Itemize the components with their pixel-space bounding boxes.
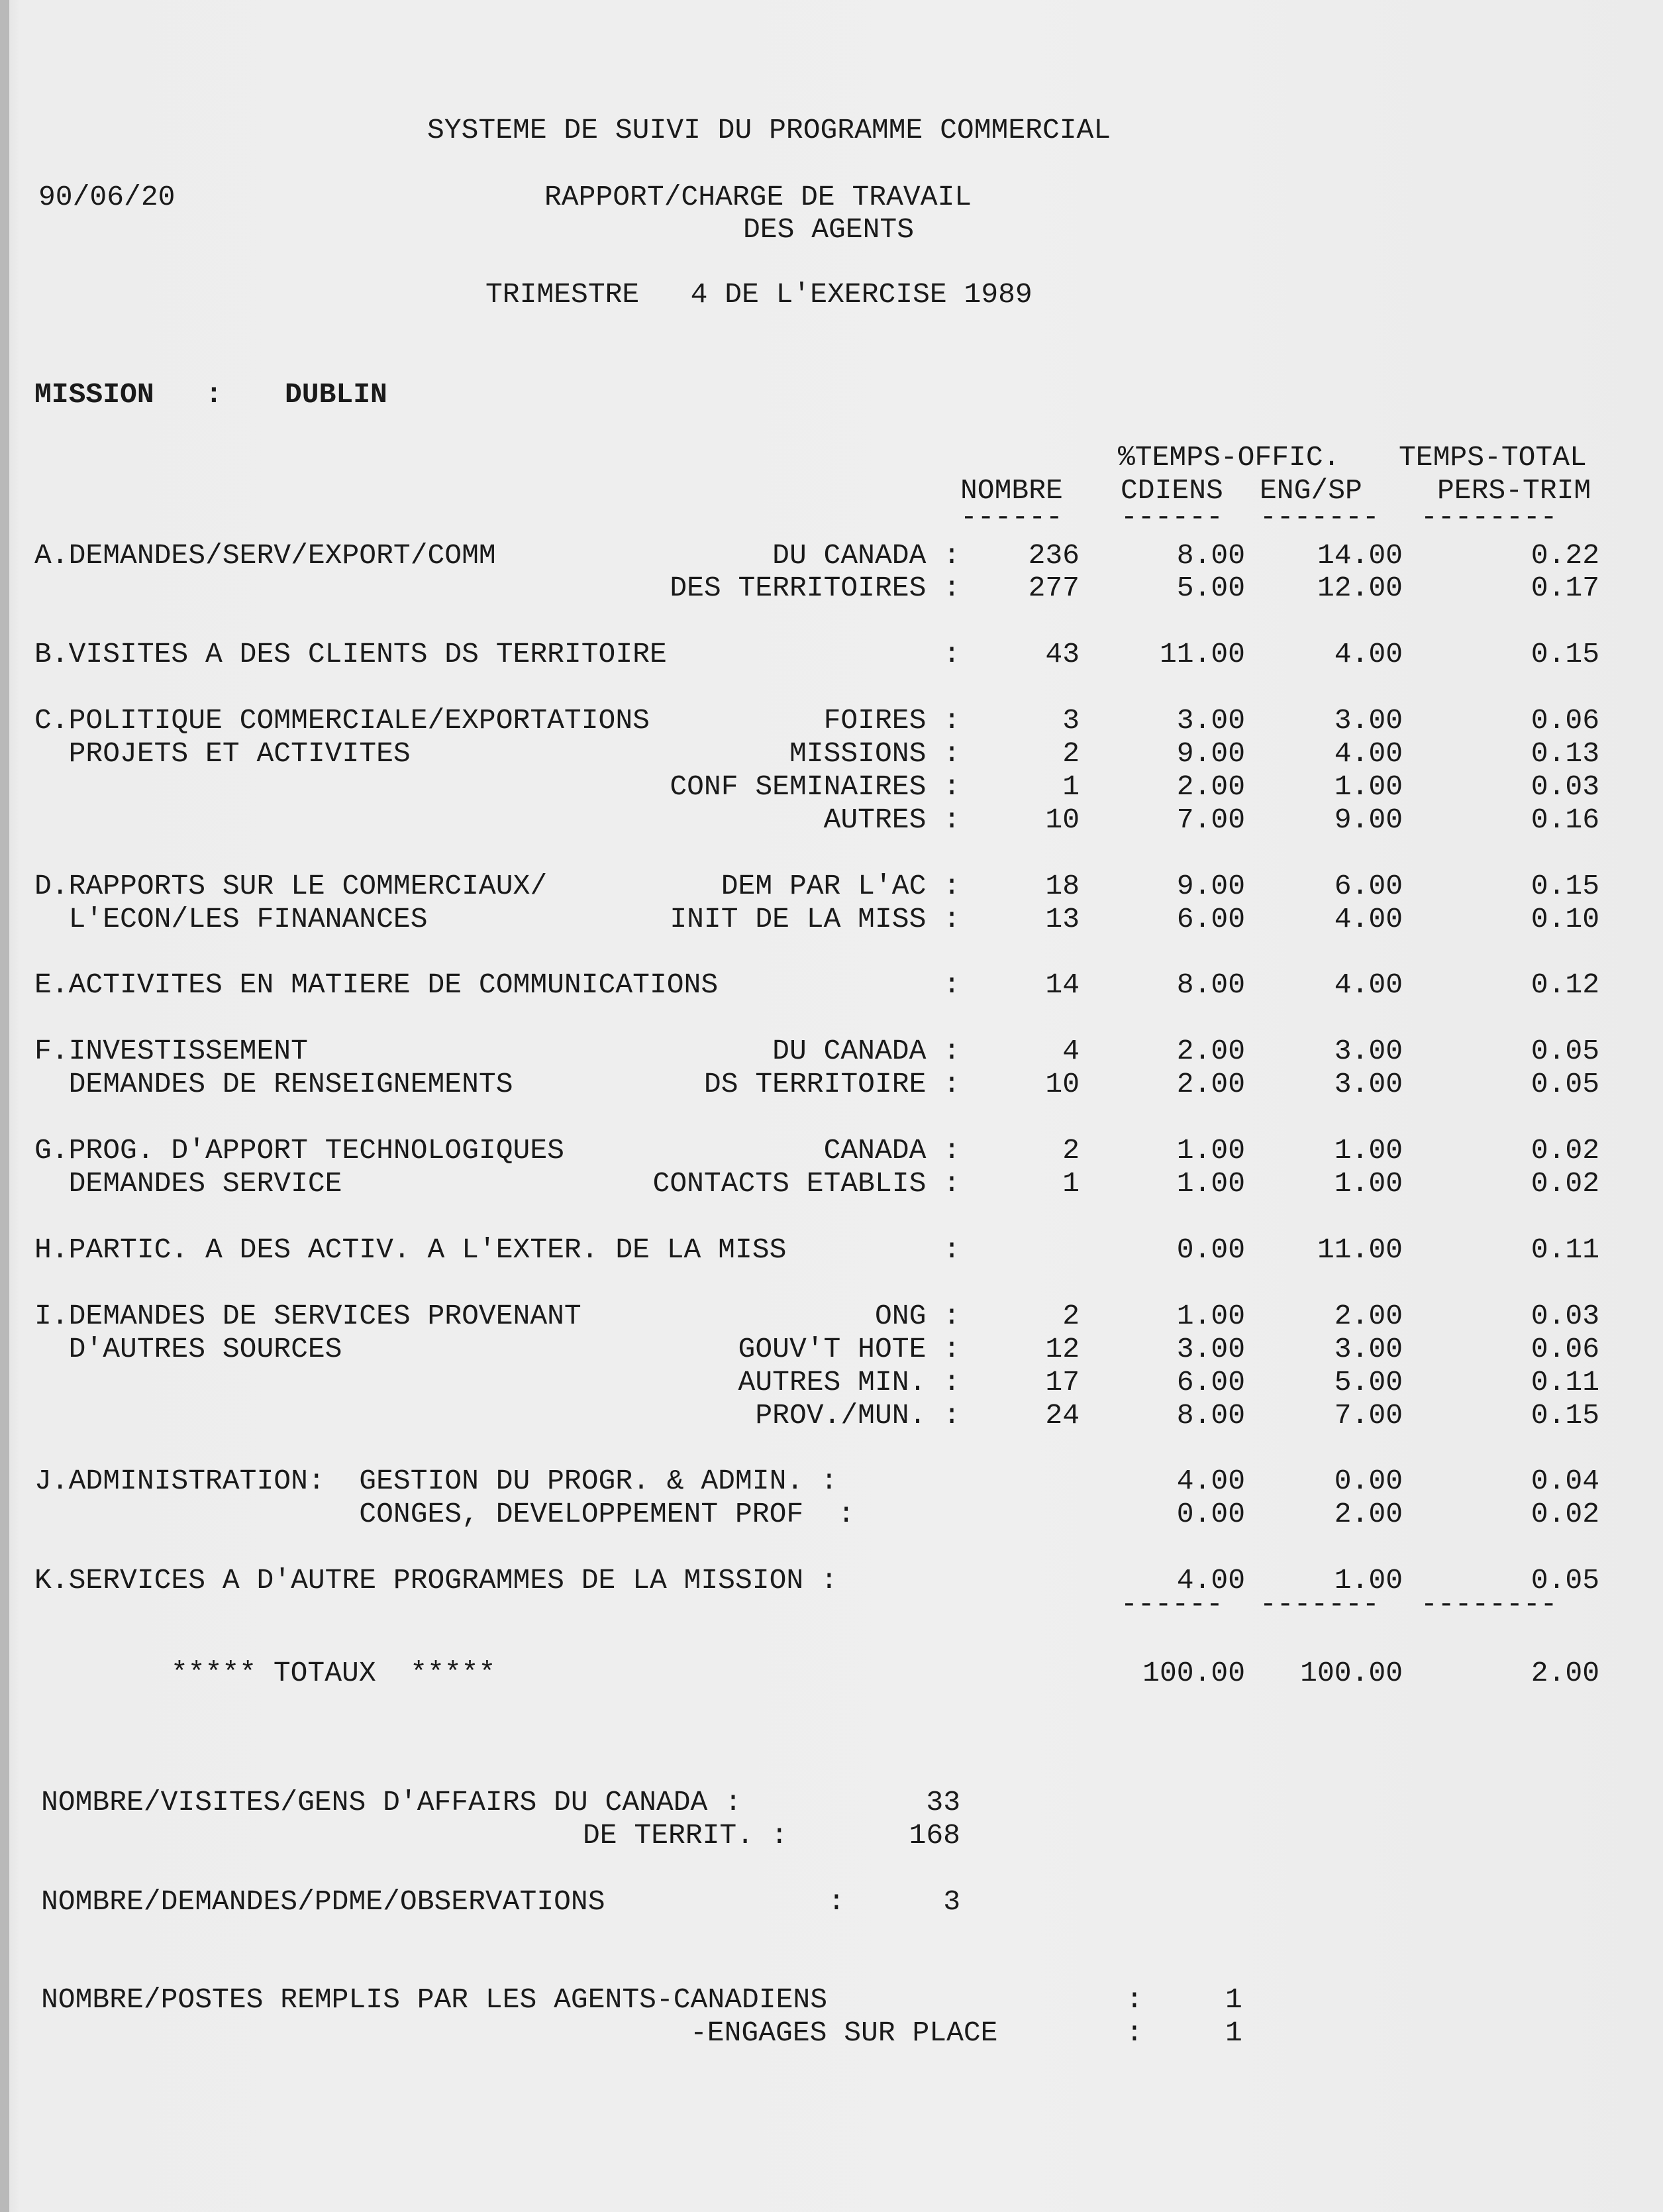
row-engsp: 1.00 bbox=[1334, 1134, 1403, 1167]
row-nombre: 10 bbox=[1045, 804, 1080, 836]
row-nombre: 10 bbox=[1045, 1068, 1080, 1100]
row-engsp: 4.00 bbox=[1334, 969, 1403, 1001]
row-label: H.PARTIC. A DES ACTIV. A L'EXTER. DE LA MISS bbox=[34, 1234, 787, 1266]
row-sublabel: DEM PAR L'AC : bbox=[721, 870, 960, 902]
row-engsp: 5.00 bbox=[1334, 1366, 1403, 1398]
row-pers-trim: 0.02 bbox=[1531, 1134, 1599, 1167]
pdme-value: 3 bbox=[943, 1885, 960, 1918]
row-nombre: 17 bbox=[1045, 1366, 1080, 1398]
row-cdiens: 8.00 bbox=[1176, 969, 1245, 1001]
row-sublabel: INIT DE LA MISS : bbox=[670, 903, 960, 935]
row-pers-trim: 0.13 bbox=[1531, 737, 1599, 770]
row-cdiens: 2.00 bbox=[1176, 1035, 1245, 1067]
engages-value: 1 bbox=[1225, 2017, 1242, 2049]
trimestre-line: TRIMESTRE 4 DE L'EXERCISE 1989 bbox=[485, 278, 1033, 311]
row-engsp: 4.00 bbox=[1334, 903, 1403, 935]
row-pers-trim: 0.11 bbox=[1531, 1366, 1599, 1398]
row-engsp: 3.00 bbox=[1334, 1068, 1403, 1100]
row-pers-trim: 0.22 bbox=[1531, 539, 1599, 572]
row-engsp: 11.00 bbox=[1317, 1234, 1403, 1266]
report-subtitle-line1: RAPPORT/CHARGE DE TRAVAIL bbox=[544, 181, 972, 213]
row-cdiens: 4.00 bbox=[1176, 1564, 1245, 1597]
postes-cdn-colon: : bbox=[1126, 1983, 1143, 2016]
row-sublabel: CONTACTS ETABLIS : bbox=[652, 1167, 960, 1200]
row-engsp: 12.00 bbox=[1317, 572, 1403, 604]
row-nombre: 1 bbox=[1062, 1167, 1080, 1200]
col-header-nombre: NOMBRE bbox=[960, 474, 1063, 507]
row-pers-trim: 0.11 bbox=[1531, 1234, 1599, 1266]
col-header-pers-trim: PERS-TRIM bbox=[1437, 474, 1591, 507]
pdme-label: NOMBRE/DEMANDES/PDME/OBSERVATIONS bbox=[41, 1885, 605, 1918]
row-nombre: 4 bbox=[1062, 1035, 1080, 1067]
row-sublabel: GOUV'T HOTE : bbox=[738, 1333, 960, 1365]
row-engsp: 6.00 bbox=[1334, 870, 1403, 902]
row-label: PROJETS ET ACTIVITES bbox=[34, 737, 411, 770]
row-sublabel: DS TERRITOIRE : bbox=[703, 1068, 960, 1100]
row-label: C.POLITIQUE COMMERCIALE/EXPORTATIONS bbox=[34, 704, 650, 737]
row-label: B.VISITES A DES CLIENTS DS TERRITOIRE bbox=[34, 638, 667, 670]
totals-cdiens: 100.00 bbox=[1142, 1657, 1245, 1689]
row-nombre: 43 bbox=[1045, 638, 1080, 670]
row-cdiens: 2.00 bbox=[1176, 1068, 1245, 1100]
row-engsp: 3.00 bbox=[1334, 1035, 1403, 1067]
row-label: D'AUTRES SOURCES bbox=[34, 1333, 342, 1365]
totals-pers: 2.00 bbox=[1531, 1657, 1599, 1689]
row-sublabel: DU CANADA : bbox=[772, 539, 960, 572]
row-sublabel: PROV./MUN. : bbox=[755, 1399, 960, 1432]
row-nombre: 24 bbox=[1045, 1399, 1080, 1432]
row-cdiens: 6.00 bbox=[1176, 903, 1245, 935]
row-nombre: 3 bbox=[1062, 704, 1080, 737]
row-sublabel: CANADA : bbox=[823, 1134, 960, 1167]
row-pers-trim: 0.16 bbox=[1531, 804, 1599, 836]
row-label: J.ADMINISTRATION: GESTION DU PROGR. & ADMIN. : bbox=[34, 1465, 838, 1497]
totals-rule-pers: -------- bbox=[1421, 1588, 1558, 1620]
row-label: E.ACTIVITES EN MATIERE DE COMMUNICATIONS bbox=[34, 969, 719, 1001]
mission-value: DUBLIN bbox=[285, 378, 387, 411]
row-label: I.DEMANDES DE SERVICES PROVENANT bbox=[34, 1300, 581, 1332]
row-sublabel: DES TERRITOIRES : bbox=[670, 572, 960, 604]
row-pers-trim: 0.15 bbox=[1531, 1399, 1599, 1432]
row-pers-trim: 0.06 bbox=[1531, 704, 1599, 737]
row-cdiens: 6.00 bbox=[1176, 1366, 1245, 1398]
row-pers-trim: 0.02 bbox=[1531, 1167, 1599, 1200]
row-engsp: 3.00 bbox=[1334, 1333, 1403, 1365]
row-sublabel: DU CANADA : bbox=[772, 1035, 960, 1067]
row-pers-trim: 0.05 bbox=[1531, 1564, 1599, 1597]
postes-cdn-label: NOMBRE/POSTES REMPLIS PAR LES AGENTS-CANADIENS bbox=[41, 1983, 827, 2016]
col-header-pct-temps: %TEMPS-OFFIC. bbox=[1118, 441, 1340, 474]
row-sublabel: : bbox=[943, 1234, 960, 1266]
row-label: DEMANDES DE RENSEIGNEMENTS bbox=[34, 1068, 513, 1100]
row-cdiens: 9.00 bbox=[1176, 737, 1245, 770]
report-date: 90/06/20 bbox=[38, 181, 176, 213]
row-sublabel: MISSIONS : bbox=[789, 737, 960, 770]
row-pers-trim: 0.03 bbox=[1531, 770, 1599, 803]
scan-binding-edge bbox=[0, 0, 9, 2212]
totals-rule-cdiens: ------ bbox=[1121, 1588, 1223, 1620]
visites-territ-value: 168 bbox=[909, 1819, 960, 1852]
totals-rule-engsp: ------- bbox=[1260, 1588, 1380, 1620]
row-label: A.DEMANDES/SERV/EXPORT/COMM bbox=[34, 539, 496, 572]
row-nombre: 236 bbox=[1028, 539, 1080, 572]
row-cdiens: 3.00 bbox=[1176, 704, 1245, 737]
row-pers-trim: 0.05 bbox=[1531, 1035, 1599, 1067]
row-nombre: 2 bbox=[1062, 1134, 1080, 1167]
row-nombre: 2 bbox=[1062, 1300, 1080, 1332]
row-cdiens: 11.00 bbox=[1159, 638, 1245, 670]
row-cdiens: 2.00 bbox=[1176, 770, 1245, 803]
row-sublabel: : bbox=[943, 638, 960, 670]
row-pers-trim: 0.03 bbox=[1531, 1300, 1599, 1332]
row-cdiens: 1.00 bbox=[1176, 1134, 1245, 1167]
row-sublabel: : bbox=[943, 969, 960, 1001]
row-pers-trim: 0.05 bbox=[1531, 1068, 1599, 1100]
engages-colon: : bbox=[1126, 2017, 1143, 2049]
row-pers-trim: 0.12 bbox=[1531, 969, 1599, 1001]
row-sublabel: CONF SEMINAIRES : bbox=[670, 770, 960, 803]
row-engsp: 1.00 bbox=[1334, 1564, 1403, 1597]
totals-engsp: 100.00 bbox=[1300, 1657, 1403, 1689]
row-sublabel: AUTRES MIN. : bbox=[738, 1366, 960, 1398]
row-cdiens: 8.00 bbox=[1176, 539, 1245, 572]
row-label: L'ECON/LES FINANANCES bbox=[34, 903, 428, 935]
row-label: DEMANDES SERVICE bbox=[34, 1167, 342, 1200]
col-header-engsp: ENG/SP bbox=[1260, 474, 1362, 507]
row-nombre: 14 bbox=[1045, 969, 1080, 1001]
visites-canada-label: NOMBRE/VISITES/GENS D'AFFAIRS DU CANADA : bbox=[41, 1786, 742, 1818]
row-sublabel: AUTRES : bbox=[823, 804, 960, 836]
col-rule-pers: -------- bbox=[1421, 501, 1558, 533]
totals-label: ***** TOTAUX ***** bbox=[171, 1657, 496, 1689]
pdme-colon: : bbox=[828, 1885, 845, 1918]
row-engsp: 1.00 bbox=[1334, 770, 1403, 803]
visites-canada-value: 33 bbox=[926, 1786, 960, 1818]
row-label: F.INVESTISSEMENT bbox=[34, 1035, 308, 1067]
row-engsp: 4.00 bbox=[1334, 638, 1403, 670]
row-engsp: 2.00 bbox=[1334, 1300, 1403, 1332]
row-engsp: 14.00 bbox=[1317, 539, 1403, 572]
report-title: SYSTEME DE SUIVI DU PROGRAMME COMMERCIAL bbox=[427, 114, 1111, 146]
row-engsp: 3.00 bbox=[1334, 704, 1403, 737]
col-header-temps-total: TEMPS-TOTAL bbox=[1399, 441, 1587, 474]
col-rule-nombre: ------ bbox=[960, 501, 1063, 533]
row-nombre: 1 bbox=[1062, 770, 1080, 803]
row-cdiens: 7.00 bbox=[1176, 804, 1245, 836]
row-engsp: 9.00 bbox=[1334, 804, 1403, 836]
row-label: K.SERVICES A D'AUTRE PROGRAMMES DE LA MISSION : bbox=[34, 1564, 838, 1597]
col-rule-cdiens: ------ bbox=[1121, 501, 1223, 533]
row-cdiens: 4.00 bbox=[1176, 1465, 1245, 1497]
row-sublabel: ONG : bbox=[874, 1300, 960, 1332]
col-header-cdiens: CDIENS bbox=[1121, 474, 1223, 507]
postes-cdn-value: 1 bbox=[1225, 1983, 1242, 2016]
row-pers-trim: 0.15 bbox=[1531, 870, 1599, 902]
row-pers-trim: 0.10 bbox=[1531, 903, 1599, 935]
row-pers-trim: 0.17 bbox=[1531, 572, 1599, 604]
row-nombre: 13 bbox=[1045, 903, 1080, 935]
row-cdiens: 9.00 bbox=[1176, 870, 1245, 902]
row-cdiens: 1.00 bbox=[1176, 1167, 1245, 1200]
row-cdiens: 8.00 bbox=[1176, 1399, 1245, 1432]
row-cdiens: 3.00 bbox=[1176, 1333, 1245, 1365]
engages-label: -ENGAGES SUR PLACE bbox=[690, 2017, 998, 2049]
visites-territ-label: DE TERRIT. : bbox=[583, 1819, 788, 1852]
row-label: G.PROG. D'APPORT TECHNOLOGIQUES bbox=[34, 1134, 564, 1167]
row-pers-trim: 0.15 bbox=[1531, 638, 1599, 670]
col-rule-engsp: ------- bbox=[1260, 501, 1380, 533]
row-cdiens: 1.00 bbox=[1176, 1300, 1245, 1332]
row-nombre: 12 bbox=[1045, 1333, 1080, 1365]
row-label: CONGES, DEVELOPPEMENT PROF : bbox=[34, 1498, 855, 1530]
row-engsp: 2.00 bbox=[1334, 1498, 1403, 1530]
row-engsp: 7.00 bbox=[1334, 1399, 1403, 1432]
mission-label: MISSION : bbox=[34, 378, 223, 411]
row-engsp: 0.00 bbox=[1334, 1465, 1403, 1497]
row-pers-trim: 0.06 bbox=[1531, 1333, 1599, 1365]
row-label: D.RAPPORTS SUR LE COMMERCIAUX/ bbox=[34, 870, 548, 902]
report-subtitle-line2: DES AGENTS bbox=[743, 213, 915, 246]
row-nombre: 2 bbox=[1062, 737, 1080, 770]
row-sublabel: FOIRES : bbox=[823, 704, 960, 737]
row-pers-trim: 0.02 bbox=[1531, 1498, 1599, 1530]
row-cdiens: 5.00 bbox=[1176, 572, 1245, 604]
row-engsp: 1.00 bbox=[1334, 1167, 1403, 1200]
row-cdiens: 0.00 bbox=[1176, 1234, 1245, 1266]
row-cdiens: 0.00 bbox=[1176, 1498, 1245, 1530]
row-nombre: 277 bbox=[1028, 572, 1080, 604]
row-pers-trim: 0.04 bbox=[1531, 1465, 1599, 1497]
row-engsp: 4.00 bbox=[1334, 737, 1403, 770]
row-nombre: 18 bbox=[1045, 870, 1080, 902]
